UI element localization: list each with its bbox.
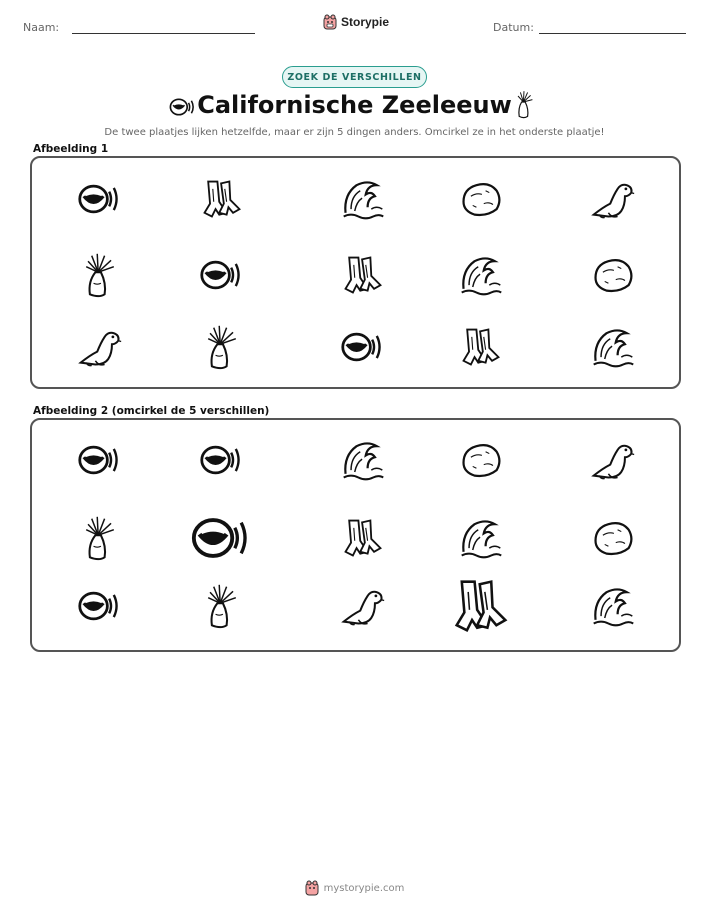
picture-1-rock-icon	[458, 176, 504, 222]
picture-2-bark-icon[interactable]	[77, 437, 123, 483]
picture-2-wave-icon[interactable]	[590, 583, 636, 629]
picture-2-sea-lion-icon[interactable]	[340, 583, 386, 629]
storypie-mascot-icon	[305, 880, 319, 896]
picture-2-wave-icon[interactable]	[340, 437, 386, 483]
picture-1-rock-icon	[590, 252, 636, 298]
picture-1-wave-icon	[340, 176, 386, 222]
picture-1-wave-icon	[458, 252, 504, 298]
instructions: De twee plaatjes lijken hetzelfde, maar er zijn 5 dingen anders. Omcirkel ze in het onderste plaatje!	[104, 127, 605, 138]
picture-1-wave-icon	[590, 324, 636, 370]
picture-1-anemone-icon	[77, 252, 123, 298]
picture-2-label: Afbeelding 2 (omcirkel de 5 verschillen)	[33, 405, 270, 417]
picture-1-bark-icon	[77, 176, 123, 222]
picture-2-anemone-icon[interactable]	[77, 515, 123, 561]
picture-1-sea-lion-icon	[590, 176, 636, 222]
brand-logo	[323, 14, 389, 30]
footer-url: mystorypie.com	[323, 882, 405, 894]
picture-1-bark-icon	[199, 252, 245, 298]
picture-2-flippers-icon[interactable]	[340, 515, 386, 561]
date-label: Datum:	[493, 21, 534, 34]
picture-1-sea-lion-icon	[77, 324, 123, 370]
title-anemone-icon	[512, 90, 536, 120]
storypie-mascot-icon	[323, 14, 337, 30]
picture-2-sea-lion-icon[interactable]	[590, 437, 636, 483]
picture-2-flippers-icon[interactable]	[449, 574, 513, 638]
name-line[interactable]	[72, 33, 255, 34]
picture-1-flippers-icon	[199, 176, 245, 222]
activity-badge: ZOEK DE VERSCHILLEN	[282, 66, 427, 88]
picture-1-bark-icon	[340, 324, 386, 370]
picture-1-label: Afbeelding 1	[33, 143, 109, 155]
picture-1-flippers-icon	[458, 324, 504, 370]
picture-2-wave-icon[interactable]	[458, 515, 504, 561]
footer	[0, 880, 709, 896]
picture-2-rock-icon[interactable]	[590, 515, 636, 561]
picture-1-anemone-icon	[199, 324, 245, 370]
picture-2-rock-icon[interactable]	[458, 437, 504, 483]
picture-2-bark-icon[interactable]	[199, 437, 245, 483]
date-line[interactable]	[539, 33, 686, 34]
name-label: Naam:	[23, 21, 60, 34]
brand-name: Storypie	[341, 15, 390, 29]
picture-2-anemone-icon[interactable]	[199, 583, 245, 629]
picture-2-bark-icon[interactable]	[77, 583, 123, 629]
page-title: Californische Zeeleeuw	[197, 91, 512, 119]
picture-2-bark-icon[interactable]	[190, 506, 254, 570]
picture-1-flippers-icon	[340, 252, 386, 298]
